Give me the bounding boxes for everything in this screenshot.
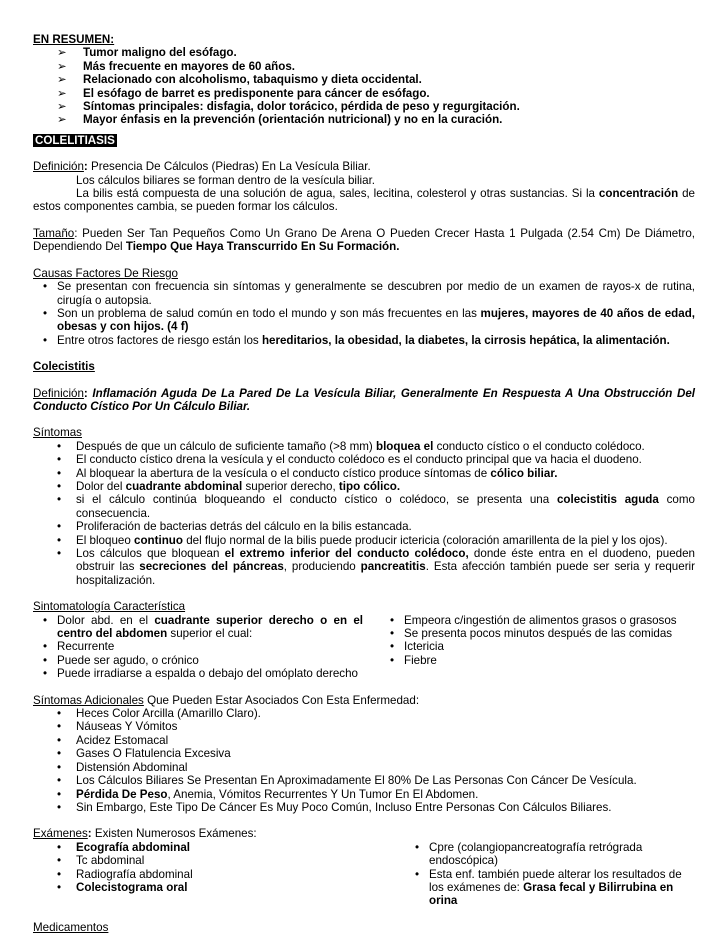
list-item: • Colecistograma oral bbox=[57, 880, 188, 894]
sintomas-heading: Síntomas bbox=[33, 426, 82, 440]
list-item: • Son un problema de salud común en todo el mundo y son más frecuentes en las mujeres, mayores de 40 años de edad, obesas y con hijos. (4 f) bbox=[43, 306, 695, 334]
list-item: • Los cálculos que bloquean el extremo inferior del conducto colédoco, donde éste entra en el duodeno, pueden obstruir las secreciones del páncreas, produciendo pancreatitis. Esta afección también puede ser seria y requerir hospitalización. bbox=[57, 547, 695, 587]
list-item: ➢ Más frecuente en mayores de 60 años. bbox=[57, 59, 295, 73]
arrow-bullet-icon: ➢ bbox=[57, 113, 67, 127]
colelitiasis-heading: COLELITIASIS bbox=[35, 133, 115, 147]
list-item: ➢ Tumor maligno del esófago. bbox=[57, 46, 237, 60]
list-item: • Sin Embargo, Este Tipo De Cáncer Es Muy Poco Común, Incluso Entre Personas Con Cálculos Biliares. bbox=[57, 800, 612, 814]
arrow-bullet-icon: ➢ bbox=[57, 59, 67, 73]
examenes-left-list bbox=[33, 841, 383, 908]
list-item: • Ictericia bbox=[390, 640, 444, 654]
colelitiasis-tamano: Tamaño: Pueden Ser Tan Pequeños Como Un Grano De Arena O Pueden Crecer Hasta 1 Pulgada (2.54 Cm) De Diámetro, Dependiendo Del Tiempo Que Haya Transcurrido En Su Formación. bbox=[33, 226, 695, 254]
list-item: • Radiografía abdominal bbox=[57, 867, 193, 881]
list-item: • Tc abdominal bbox=[57, 854, 145, 868]
causas-list bbox=[33, 280, 695, 347]
list-item: • Heces Color Arcilla (Amarillo Claro). bbox=[57, 707, 261, 721]
sintomatologia-right-list bbox=[363, 614, 695, 681]
list-item: • Al bloquear la abertura de la vesícula o el conducto cístico produce síntomas de cólico biliar. bbox=[57, 466, 558, 480]
list-item: ➢ El esófago de barret es predisponente para cáncer de esófago. bbox=[57, 86, 430, 100]
sintomatologia-columns bbox=[33, 614, 695, 681]
colelitiasis-definition: Definición: Presencia De Cálculos (Piedras) En La Vesícula Biliar. bbox=[33, 160, 371, 174]
list-item: • Fiebre bbox=[390, 653, 437, 667]
colecistitis-definition: Definición: Inflamación Aguda De La Pared De La Vesícula Biliar, Generalmente En Respuesta A Una Obstrucción Del Conducto Cístico Por Un Cálculo Biliar. bbox=[33, 386, 695, 413]
list-item: • Cpre (colangiopancreatografía retrógrada endoscópica) bbox=[415, 840, 643, 868]
list-item: • Se presentan con frecuencia sin síntomas y generalmente se descubren por medio de un examen de rayos-x de rutina, cirugía o autopsia. bbox=[43, 280, 695, 307]
list-item: • Recurrente bbox=[43, 640, 115, 654]
list-item: • Proliferación de bacterias detrás del cálculo en la bilis estancada. bbox=[57, 520, 412, 534]
list-item: ➢ Mayor énfasis en la prevención (orientación nutricional) y no en la curación. bbox=[57, 113, 503, 127]
sintomatologia-heading: Sintomatología Característica bbox=[33, 600, 186, 614]
list-item: • Náuseas Y Vómitos bbox=[57, 720, 178, 734]
examenes-right-list bbox=[383, 841, 695, 908]
document-page bbox=[33, 33, 695, 934]
sintomas-adicionales-list bbox=[33, 707, 695, 814]
causas-heading: Causas Factores De Riesgo bbox=[33, 266, 178, 280]
list-item: • Gases O Flatulencia Excesiva bbox=[57, 747, 231, 761]
list-item: • Dolor abd. en el cuadrante superior derecho o en el centro del abdomen superior el cual: bbox=[43, 613, 363, 641]
list-item: • Acidez Estomacal bbox=[57, 733, 169, 747]
colelitiasis-line3: La bilis está compuesta de una solución de agua, sales, lecitina, colesterol y otras sustancias. Si la concentración de estos componentes cambia, se pueden formar los cálculos. bbox=[33, 187, 695, 214]
examenes-heading: Exámenes: Existen Numerosos Exámenes: bbox=[33, 827, 257, 841]
medicamentos-heading: Medicamentos bbox=[33, 920, 109, 934]
list-item: • si el cálculo continúa bloqueando el conducto cístico o colédoco, se presenta una colecistitis aguda como consecuencia. bbox=[57, 493, 695, 520]
arrow-bullet-icon: ➢ bbox=[57, 86, 67, 100]
arrow-bullet-icon: ➢ bbox=[57, 100, 67, 114]
list-item: • Dolor del cuadrante abdominal superior derecho, tipo cólico. bbox=[57, 479, 401, 493]
colelitiasis-line2: Los cálculos biliares se forman dentro de la vesícula biliar. bbox=[76, 173, 376, 187]
list-item: • El bloqueo continuo del flujo normal de la bilis puede producir ictericia (coloración amarillenta de la piel y los ojos). bbox=[57, 533, 668, 547]
list-item: • El conducto cístico drena la vesícula y el conducto colédoco es el conducto principal que va hacia el duodeno. bbox=[57, 453, 642, 467]
arrow-bullet-icon: ➢ bbox=[57, 46, 67, 60]
colecistitis-heading: Colecistitis bbox=[33, 360, 95, 374]
list-item: • Puede irradiarse a espalda o debajo del omóplato derecho bbox=[43, 667, 359, 681]
list-item: • Entre otros factores de riesgo están los hereditarios, la obesidad, la diabetes, la cirrosis hepática, la alimentación. bbox=[43, 333, 670, 347]
list-item: • Distensión Abdominal bbox=[57, 760, 188, 774]
sintomas-adicionales-heading: Síntomas Adicionales Que Pueden Estar Asociados Con Esta Enfermedad: bbox=[33, 693, 420, 707]
list-item: • Ecografía abdominal bbox=[57, 840, 191, 854]
sintomas-list bbox=[33, 440, 695, 587]
list-item: • Esta enf. también puede alterar los resultados de los exámenes de: Grasa fecal y Bilirrubina en orina bbox=[415, 867, 682, 908]
list-item: • Los Cálculos Biliares Se Presentan En Aproximadamente El 80% De Las Personas Con Cáncer De Vesícula. bbox=[57, 774, 637, 788]
sintomatologia-left-list bbox=[33, 614, 363, 681]
list-item: • Pérdida De Peso, Anemia, Vómitos Recurrentes Y Un Tumor En El Abdomen. bbox=[57, 787, 479, 801]
arrow-bullet-icon: ➢ bbox=[57, 73, 67, 87]
resumen-title: EN RESUMEN: bbox=[33, 33, 115, 46]
list-item: ➢ Relacionado con alcoholismo, tabaquismo y dieta occidental. bbox=[57, 73, 422, 87]
list-item: • Puede ser agudo, o crónico bbox=[43, 653, 199, 667]
examenes-columns bbox=[33, 841, 695, 908]
list-item: • Después de que un cálculo de suficiente tamaño (>8 mm) bloquea el conducto cístico o el conducto colédoco. bbox=[57, 439, 645, 453]
list-item: ➢ Síntomas principales: disfagia, dolor torácico, pérdida de peso y regurgitación. bbox=[57, 100, 520, 114]
list-item: • Empeora c/ingestión de alimentos grasos o grasosos bbox=[390, 613, 677, 627]
list-item: • Se presenta pocos minutos después de las comidas bbox=[390, 627, 673, 641]
resumen-list bbox=[33, 46, 695, 126]
